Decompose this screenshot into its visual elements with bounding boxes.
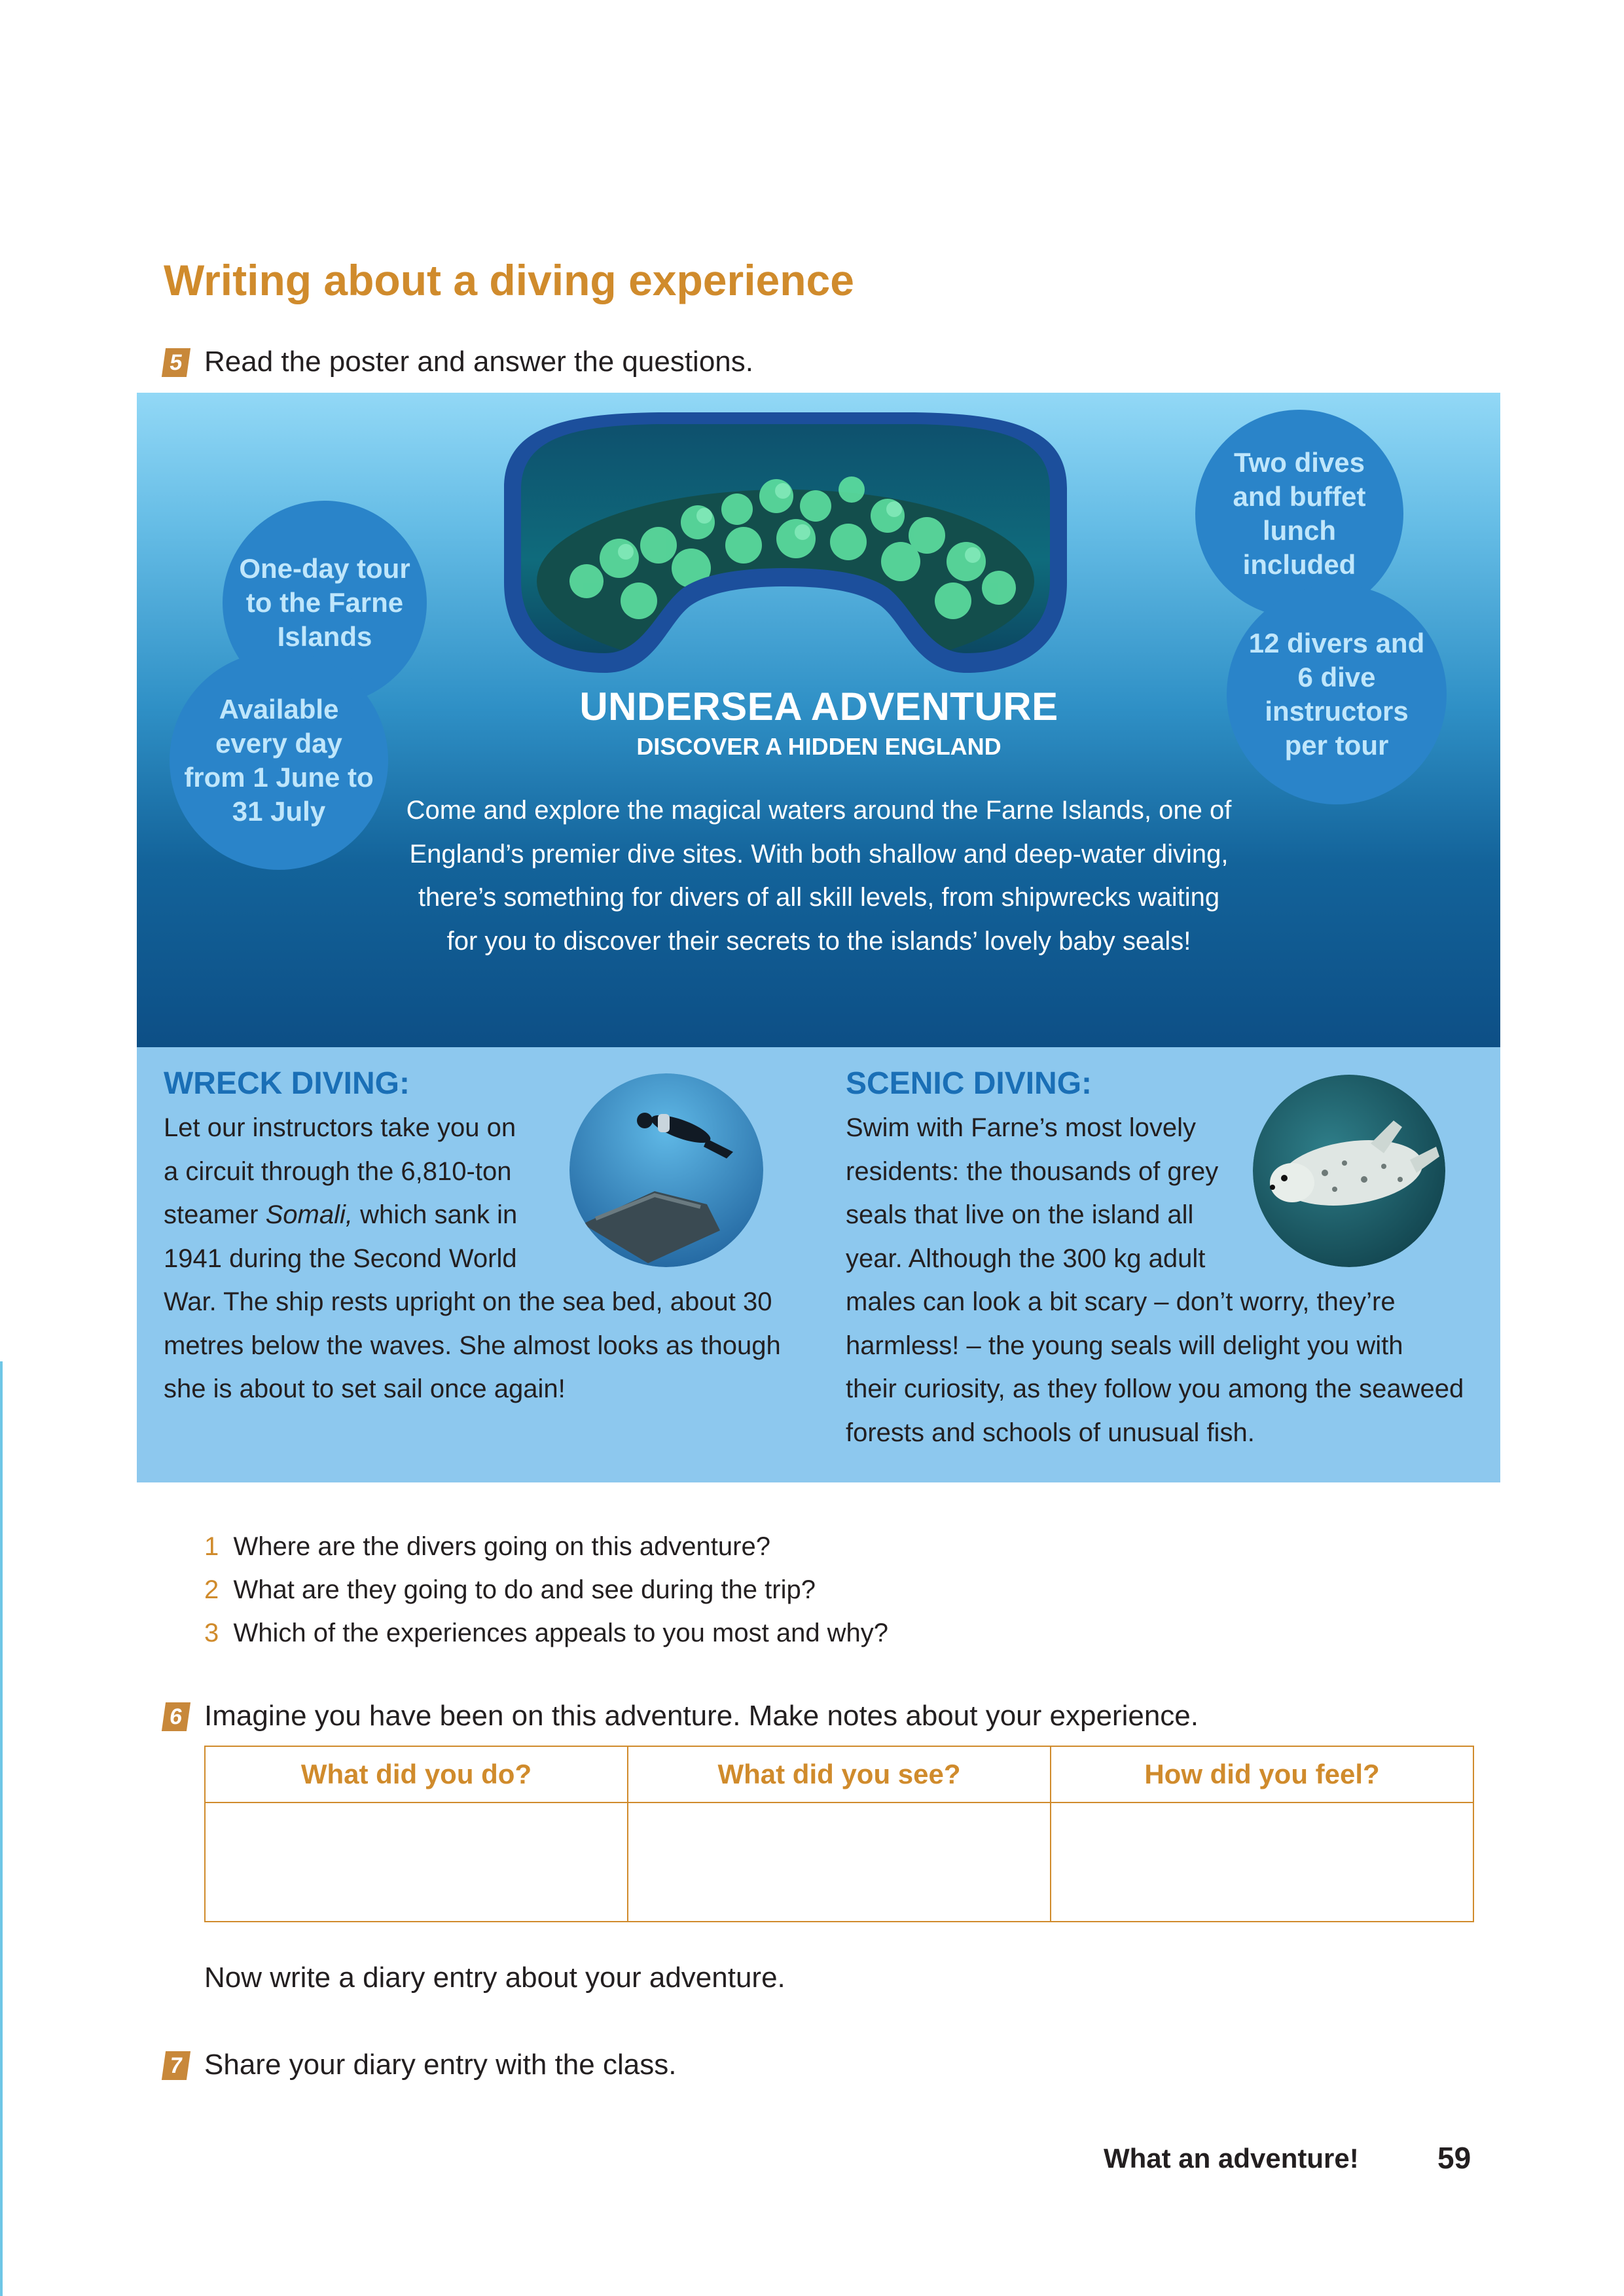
notes-cell-feel[interactable] [1051,1803,1473,1922]
question-item [204,1525,888,1568]
diving-mask-reef-image [495,411,1076,682]
poster-subheadline: DISCOVER A HIDDEN ENGLAND [636,733,1001,760]
notes-table-answer-row [205,1803,1473,1922]
badge-two-dives-lunch: Two dives and buffet lunch included [1195,410,1403,618]
scenic-line: forests and schools of unusual fish. [846,1418,1255,1447]
intro-line: there’s something for divers of all skill levels, from shipwrecks waiting [418,883,1220,912]
wreck-line: metres below the waves. She almost looks as though [164,1331,781,1360]
notes-table-header-row [205,1746,1473,1803]
badge-one-day-tour: One-day tour to the Farne Islands [223,501,427,705]
column-header-do: What did you do? [205,1746,628,1803]
task-5-instruction: Read the poster and answer the questions. [204,346,753,378]
question-text: Where are the divers going on this adventure? [233,1532,770,1561]
scenic-line: Swim with Farne’s most lovely [846,1113,1196,1142]
question-text: What are they going to do and see during the trip? [233,1575,816,1604]
diver-wreck-photo [569,1073,763,1267]
poster-headline: UNDERSEA ADVENTURE [579,685,1058,728]
scenic-line: seals that live on the island all [846,1200,1194,1229]
question-item [204,1611,888,1655]
question-list [204,1525,888,1655]
scenic-line: their curiosity, as they follow you among the seaweed [846,1374,1464,1403]
wreck-text: which sank in [353,1200,518,1229]
notes-table [204,1746,1474,1922]
intro-line: Come and explore the magical waters around the Farne Islands, one of [406,796,1232,825]
intro-line: England’s premier dive sites. With both shallow and deep-water diving, [409,839,1229,869]
wreck-line: 1941 during the Second World [164,1244,517,1273]
page-edge-strip [0,1361,3,2296]
column-header-feel: How did you feel? [1051,1746,1473,1803]
wreck-text: steamer [164,1200,266,1229]
notes-cell-do[interactable] [205,1803,628,1922]
question-text: Which of the experiences appeals to you most and why? [233,1619,889,1647]
diary-instruction: Now write a diary entry about your adventure. [204,1962,785,1994]
poster-intro [393,789,1245,963]
scenic-line: year. Although the 300 kg adult [846,1244,1206,1273]
seal-photo [1253,1075,1445,1267]
task-number-5: 5 [162,348,190,377]
footer-unit-title: What an adventure! [1104,2143,1359,2174]
intro-line: for you to discover their secrets to the islands’ lovely baby seals! [446,926,1191,956]
task-number-6: 6 [162,1702,190,1731]
wreck-diving-title: WRECK DIVING: [164,1066,410,1101]
wreck-line: she is about to set sail once again! [164,1374,566,1403]
task-6-instruction: Imagine you have been on this adventure. Make notes about your experience. [204,1700,1199,1732]
ship-name: Somali, [265,1200,353,1229]
question-number: 2 [204,1575,219,1604]
scenic-line: residents: the thousands of grey [846,1157,1219,1186]
badge-availability: Available every day from 1 June to 31 July [170,651,388,870]
question-number: 3 [204,1619,219,1647]
scenic-line: males can look a bit scary – don’t worry, they’re [846,1287,1396,1316]
wreck-line: a circuit through the 6,810-ton [164,1157,512,1186]
page-title: Writing about a diving experience [164,256,854,304]
question-item [204,1568,888,1611]
notes-cell-see[interactable] [628,1803,1051,1922]
wreck-line: Let our instructors take you on [164,1113,516,1142]
scenic-diving-title: SCENIC DIVING: [846,1066,1092,1101]
column-header-see: What did you see? [628,1746,1051,1803]
page-number: 59 [1437,2141,1471,2175]
task-7-instruction: Share your diary entry with the class. [204,2049,677,2081]
scenic-line: harmless! – the young seals will delight you with [846,1331,1403,1360]
task-number-7: 7 [162,2051,190,2080]
wreck-line: War. The ship rests upright on the sea bed, about 30 [164,1287,772,1316]
badge-divers-per-tour: 12 divers and 6 dive instructors per tour [1227,584,1447,804]
question-number: 1 [204,1532,219,1561]
